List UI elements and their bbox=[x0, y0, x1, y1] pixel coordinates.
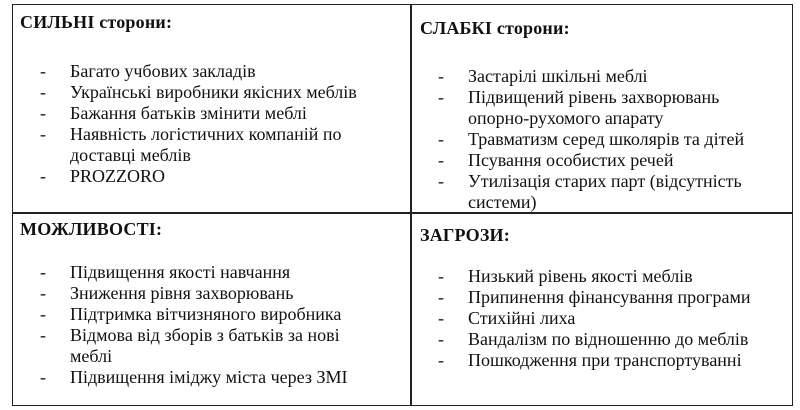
weakness-item-5: Утилізація старих парт (відсутність системи) bbox=[468, 171, 742, 212]
weakness-item-2: Підвищений рівень захворювань опорно-рухомого апарату bbox=[468, 87, 720, 128]
strength-item-5: PROZZORO bbox=[70, 166, 166, 186]
bullet-dash: - bbox=[40, 325, 46, 345]
weaknesses-title: СЛАБКІ сторони: bbox=[420, 18, 570, 38]
bullet-dash: - bbox=[40, 304, 46, 324]
strength-item-4: Наявність логістичних компаній по доставці меблів bbox=[70, 124, 342, 165]
bullet-dash: - bbox=[438, 266, 444, 286]
threat-item-5: Пошкодження при транспортуванні bbox=[468, 350, 742, 370]
list-item bbox=[12, 283, 348, 304]
bullet-dash: - bbox=[40, 166, 46, 186]
list-item bbox=[12, 124, 357, 166]
bullet-dash: - bbox=[40, 262, 46, 282]
strengths-cell bbox=[12, 4, 410, 212]
list-item bbox=[12, 325, 348, 367]
bullet-dash: - bbox=[438, 66, 444, 86]
threat-item-1: Низький рівень якості меблів bbox=[468, 266, 693, 286]
bullet-dash: - bbox=[438, 150, 444, 170]
bullet-dash: - bbox=[40, 103, 46, 123]
bullet-dash: - bbox=[40, 61, 46, 81]
list-item bbox=[410, 350, 751, 371]
opportunity-item-4: Відмова від зборів з батьків за нові меблі bbox=[70, 325, 340, 366]
list-item bbox=[410, 171, 744, 212]
bullet-dash: - bbox=[438, 171, 444, 191]
list-item bbox=[12, 82, 357, 103]
strength-item-3: Бажання батьків змінити меблі bbox=[70, 103, 307, 123]
bullet-dash: - bbox=[40, 124, 46, 144]
threat-item-2: Припинення фінансування програми bbox=[468, 287, 751, 307]
bullet-dash: - bbox=[438, 287, 444, 307]
strengths-list bbox=[12, 61, 357, 187]
strength-item-2: Українські виробники якісних меблів bbox=[70, 82, 357, 102]
opportunity-item-3: Підтримка вітчизняного виробника bbox=[70, 304, 342, 324]
strength-item-1: Багато учбових закладів bbox=[70, 61, 256, 81]
list-item bbox=[410, 308, 751, 329]
threat-item-3: Стихійні лиха bbox=[468, 308, 576, 328]
opportunities-title: МОЖЛИВОСТІ: bbox=[20, 219, 163, 239]
opportunities-list bbox=[12, 262, 348, 388]
weaknesses-cell bbox=[410, 4, 793, 212]
threat-item-4: Вандалізм по відношенню до меблів bbox=[468, 329, 749, 349]
threats-title: ЗАГРОЗИ: bbox=[420, 225, 510, 245]
bullet-dash: - bbox=[438, 87, 444, 107]
bullet-dash: - bbox=[40, 367, 46, 387]
list-item bbox=[12, 367, 348, 388]
list-item bbox=[410, 266, 751, 287]
opportunity-item-1: Підвищення якості навчання bbox=[70, 262, 291, 282]
list-item bbox=[410, 150, 744, 171]
threats-list bbox=[410, 266, 751, 371]
bullet-dash: - bbox=[40, 283, 46, 303]
list-item bbox=[410, 329, 751, 350]
bullet-dash: - bbox=[438, 350, 444, 370]
list-item bbox=[410, 87, 744, 129]
weaknesses-list bbox=[410, 66, 744, 212]
weakness-item-1: Застарілі шкільні меблі bbox=[468, 66, 648, 86]
opportunities-cell bbox=[12, 212, 410, 406]
list-item bbox=[12, 166, 357, 187]
list-item bbox=[12, 304, 348, 325]
weakness-item-3: Травматизм серед школярів та дітей bbox=[468, 129, 745, 149]
list-item bbox=[410, 129, 744, 150]
opportunity-item-2: Зниження рівня захворювань bbox=[70, 283, 294, 303]
opportunity-item-5: Підвищення іміджу міста через ЗМІ bbox=[70, 367, 348, 387]
bullet-dash: - bbox=[40, 82, 46, 102]
weakness-item-4: Псування особистих речей bbox=[468, 150, 674, 170]
list-item bbox=[12, 103, 357, 124]
bullet-dash: - bbox=[438, 308, 444, 328]
bullet-dash: - bbox=[438, 129, 444, 149]
list-item bbox=[410, 287, 751, 308]
list-item bbox=[410, 66, 744, 87]
list-item bbox=[12, 61, 357, 82]
swot-table bbox=[12, 4, 793, 406]
list-item bbox=[12, 262, 348, 283]
threats-cell bbox=[410, 212, 793, 406]
strengths-title: СИЛЬНІ сторони: bbox=[20, 12, 173, 32]
bullet-dash: - bbox=[438, 329, 444, 349]
